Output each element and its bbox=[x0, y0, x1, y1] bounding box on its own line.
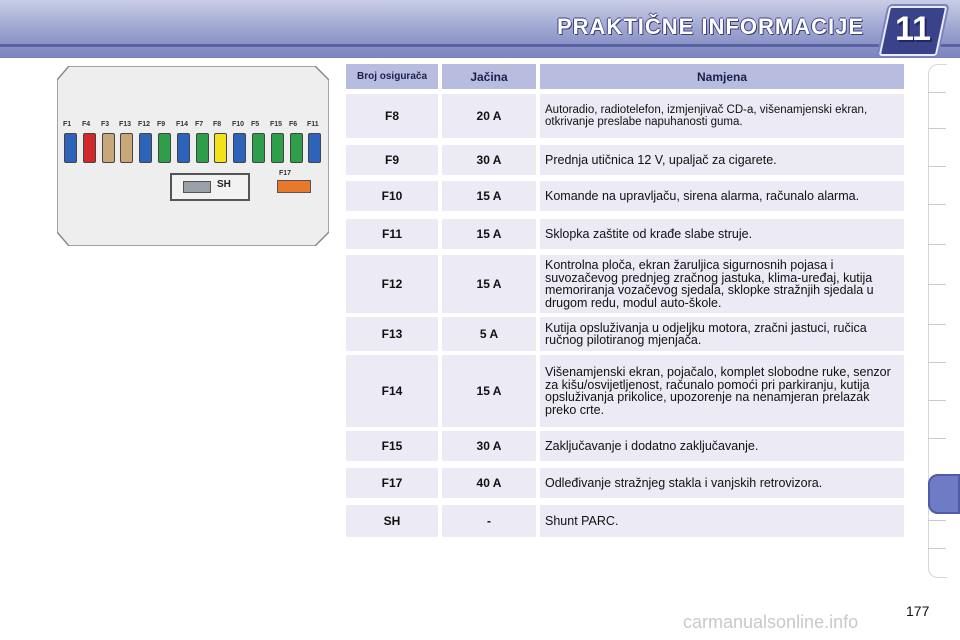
purpose-cell bbox=[540, 145, 904, 175]
fuse-label: F6 bbox=[289, 121, 298, 128]
purpose-cell bbox=[540, 317, 904, 351]
fuse-label: F1 bbox=[63, 121, 72, 128]
fuse-slot bbox=[102, 133, 115, 163]
fuse-rating: 15 A bbox=[476, 384, 502, 398]
fuse-slot bbox=[83, 133, 96, 163]
fuse-id: F9 bbox=[384, 153, 399, 167]
fuse-slot bbox=[290, 133, 303, 163]
fuse-label: F3 bbox=[101, 121, 110, 128]
fuse-id-cell bbox=[346, 431, 438, 461]
fuse-rating: 20 A bbox=[476, 109, 502, 123]
header-divider bbox=[0, 44, 960, 47]
purpose-cell bbox=[540, 355, 904, 427]
fuse-slot bbox=[177, 133, 190, 163]
tab-divider bbox=[928, 362, 946, 363]
table-row bbox=[346, 219, 904, 249]
purpose-cell bbox=[540, 219, 904, 249]
header-fuse-number: Broj osigurača bbox=[346, 64, 438, 89]
rating-cell bbox=[442, 431, 536, 461]
fuse-purpose: Odleđivanje stražnjeg stakla i vanjskih retrovizora. bbox=[545, 475, 823, 490]
fuse-label: F7 bbox=[195, 121, 204, 128]
header-rating: Jačina bbox=[442, 64, 536, 89]
fuse-rating: 5 A bbox=[479, 327, 499, 341]
fuse-slot bbox=[271, 133, 284, 163]
fuse-id-cell bbox=[346, 317, 438, 351]
fuse-purpose: Kontrolna ploča, ekran žaruljica sigurnosnih pojasa i suvozačevog prednjeg zračnog jastuka, klima-uređaj, kutija memoriranja vozačevog sjedala, sklopke stražnjih sjedala u drugom redu, modul auto-škole. bbox=[545, 258, 874, 310]
fuse-id-cell bbox=[346, 468, 438, 498]
tab-divider bbox=[928, 128, 946, 129]
fuse-label: F9 bbox=[157, 121, 166, 128]
table-row bbox=[346, 255, 904, 313]
tab-divider bbox=[928, 400, 946, 401]
fuse-id: F13 bbox=[381, 327, 403, 341]
table-row bbox=[346, 431, 904, 461]
table-row bbox=[346, 355, 904, 427]
fuse-label: F14 bbox=[176, 121, 189, 128]
rating-cell bbox=[442, 355, 536, 427]
fuse-id-cell bbox=[346, 94, 438, 138]
table-row bbox=[346, 505, 904, 537]
fuse-rating: - bbox=[487, 514, 491, 528]
watermark: carmanualsonline.info bbox=[683, 612, 859, 632]
fuse-id: F12 bbox=[381, 277, 403, 291]
tab-divider bbox=[928, 166, 946, 167]
chapter-tab-active[interactable] bbox=[928, 474, 960, 514]
purpose-cell bbox=[540, 94, 904, 138]
fuse-slot bbox=[158, 133, 171, 163]
fuse-rating: 15 A bbox=[476, 277, 502, 291]
fuse-rating: 40 A bbox=[476, 476, 502, 490]
fuse-purpose: Sklopka zaštite od krađe slabe struje. bbox=[545, 226, 753, 241]
fuse-purpose: Zaključavanje i dodatno zaključavanje. bbox=[545, 438, 759, 453]
purpose-cell bbox=[540, 255, 904, 313]
tab-divider bbox=[928, 324, 946, 325]
fuse-label: F4 bbox=[82, 121, 91, 128]
fuse-label: F8 bbox=[213, 121, 222, 128]
fuse-id: F17 bbox=[381, 476, 403, 490]
fuse-slot bbox=[139, 133, 152, 163]
rating-cell bbox=[442, 317, 536, 351]
page-number: 177 bbox=[906, 603, 930, 619]
fuse-box-outline bbox=[57, 66, 329, 246]
fuse-id-cell bbox=[346, 219, 438, 249]
table-row bbox=[346, 181, 904, 211]
fuse-slot bbox=[64, 133, 77, 163]
tab-divider bbox=[928, 204, 946, 205]
rating-cell bbox=[442, 505, 536, 537]
fuse-f17-label: F17 bbox=[279, 170, 292, 177]
tab-divider bbox=[928, 244, 946, 245]
fuse-f17 bbox=[277, 180, 311, 193]
fuse-slot bbox=[120, 133, 133, 163]
fuse-label: F13 bbox=[119, 121, 132, 128]
fuse-id-cell bbox=[346, 145, 438, 175]
fuse-purpose: Prednja utičnica 12 V, upaljač za cigarete. bbox=[545, 152, 777, 167]
table-header-row bbox=[346, 64, 904, 89]
rating-cell bbox=[442, 255, 536, 313]
purpose-cell bbox=[540, 505, 904, 537]
rating-cell bbox=[442, 468, 536, 498]
fuse-slot bbox=[214, 133, 227, 163]
purpose-cell bbox=[540, 181, 904, 211]
fuse-id: SH bbox=[383, 514, 401, 528]
fuse-label: F5 bbox=[251, 121, 260, 128]
fuse-purpose: Višenamjenski ekran, pojačalo, komplet slobodne ruke, senzor za kišu/osvijetljenost, računalo pomoći pri parkiranju, kutija opsluživanja prikolice, upozorenje na nenamjeran prelazak preko crte. bbox=[545, 365, 891, 417]
fuse-rating: 30 A bbox=[476, 439, 502, 453]
table-row bbox=[346, 145, 904, 175]
tab-divider bbox=[928, 438, 946, 439]
rating-cell bbox=[442, 94, 536, 138]
fuse-purpose: Autoradio, radiotelefon, izmjenjivač CD-a, višenamjenski ekran, otkrivanje preslabe napuhanosti guma. bbox=[545, 104, 868, 128]
header-purpose: Namjena bbox=[540, 64, 904, 89]
fuse-purpose: Kutija opsluživanja u odjeljku motora, zračni jastuci, ručica ručnog pilotiranog mjenjača. bbox=[545, 320, 867, 347]
fuse-label: F11 bbox=[307, 121, 319, 128]
fuse-label: F10 bbox=[232, 121, 245, 128]
fuse-id-cell bbox=[346, 355, 438, 427]
tab-divider bbox=[928, 92, 946, 93]
fuse-slot bbox=[308, 133, 321, 163]
fuse-purpose: Komande na upravljaču, sirena alarma, računalo alarma. bbox=[545, 188, 860, 203]
fuse-rating: 15 A bbox=[476, 227, 502, 241]
fuse-rating: 15 A bbox=[476, 189, 502, 203]
fuse-box-diagram bbox=[57, 66, 329, 246]
fuse-id-cell bbox=[346, 505, 438, 537]
rating-cell bbox=[442, 181, 536, 211]
chapter-number: 11 bbox=[895, 10, 931, 48]
fuse-id-cell bbox=[346, 255, 438, 313]
rating-cell bbox=[442, 219, 536, 249]
table-row bbox=[346, 94, 904, 138]
fuse-slot bbox=[252, 133, 265, 163]
tab-divider bbox=[928, 548, 946, 549]
fuse-id-cell bbox=[346, 181, 438, 211]
shunt-label: SH bbox=[217, 179, 231, 190]
purpose-cell bbox=[540, 468, 904, 498]
fuse-slot bbox=[196, 133, 209, 163]
fuse-id: F15 bbox=[381, 439, 403, 453]
fuse-rating: 30 A bbox=[476, 153, 502, 167]
fuse-id: F11 bbox=[381, 227, 402, 241]
rating-cell bbox=[442, 145, 536, 175]
tab-divider bbox=[928, 520, 946, 521]
page-title: PRAKTIČNE INFORMACIJE bbox=[556, 14, 864, 39]
table-row bbox=[346, 468, 904, 498]
fuse-id: F14 bbox=[381, 384, 403, 398]
table-row bbox=[346, 317, 904, 351]
shunt-slot bbox=[170, 173, 250, 201]
tab-divider bbox=[928, 284, 946, 285]
fuse-label: F12 bbox=[138, 121, 151, 128]
fuse-label: F15 bbox=[270, 121, 283, 128]
fuse-id: F8 bbox=[384, 109, 399, 123]
fuse-id: F10 bbox=[381, 189, 403, 203]
shunt-connector bbox=[183, 181, 211, 193]
purpose-cell bbox=[540, 431, 904, 461]
fuse-slot bbox=[233, 133, 246, 163]
fuse-purpose: Shunt PARC. bbox=[545, 513, 619, 528]
